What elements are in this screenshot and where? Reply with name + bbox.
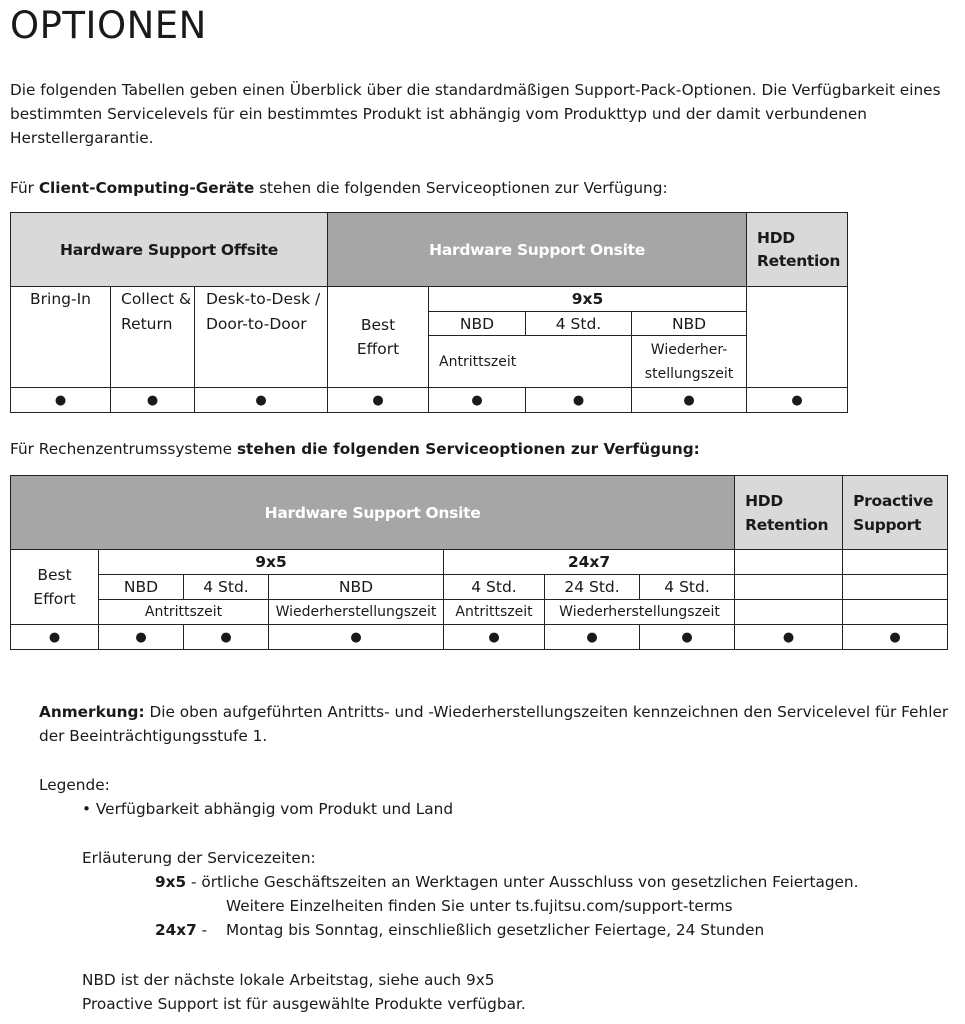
term-9x5: 9x5 [155,873,187,891]
twentyfour-hour-cell: 24 Std. [545,575,640,600]
four-hour-cell-247: 4 Std. [444,575,545,600]
availability-dot: ● [328,388,429,413]
desk-to-desk-cell: Desk-to-Desk / Door-to-Door [195,287,328,388]
onsite-header: Hardware Support Onsite [328,213,747,287]
service-times-title: Erläuterung der Servicezeiten: [82,849,316,867]
best-effort-cell: Best Effort [328,287,429,388]
response-time-cell: Antrittszeit [429,336,632,388]
dc-intro-prefix: Für Rechenzentrumssysteme [10,440,237,458]
legend-item [82,797,453,821]
onsite-header-dc: Hardware Support Onsite [11,476,735,550]
nbd-cell-dc: NBD [99,575,184,600]
twentyfour-seven-cell: 24x7 [444,550,735,575]
legend-item-text: Verfügbarkeit abhängig vom Produkt und Land [95,800,454,818]
proactive-empty-cell [843,600,948,625]
availability-dot: ● [640,625,735,650]
availability-dot: ● [843,625,948,650]
client-intro [10,177,668,199]
hdd-empty-cell [735,600,843,625]
nbd-cell: NBD [429,312,526,336]
datacenter-intro [10,438,700,460]
proactive-definition: Proactive Support ist für ausgewählte Produkte verfügbar. [82,995,526,1013]
service-time-24x7 [155,918,207,942]
term-24x7-dash: - [196,921,208,939]
availability-dot: ● [632,388,747,413]
availability-dot: ● [444,625,545,650]
term-24x7-text: Montag bis Sonntag, einschließlich gesetzlicher Feiertage, 24 Stunden [226,921,765,939]
dc-intro-bold: stehen die folgenden Serviceoptionen zur Verfügung: [236,440,700,458]
availability-dot: ● [11,625,99,650]
restore-time-cell-dc: Wiederherstellungszeit [269,600,444,625]
availability-dot: ● [99,625,184,650]
offsite-header: Hardware Support Offsite [11,213,328,287]
best-effort-cell-dc: Best Effort [11,550,99,625]
availability-dot: ● [11,388,111,413]
restore-time-cell-247: Wiederherstellungszeit [545,600,735,625]
legend-title: Legende: [39,776,110,794]
availability-dot: ● [545,625,640,650]
hdd-empty-cell [735,575,843,600]
availability-dot: ● [184,625,269,650]
term-9x5-text: - örtliche Geschäftszeiten an Werktagen unter Ausschluss von gesetzlichen Feiertagen. [186,873,859,891]
availability-dot: ● [195,388,328,413]
availability-dot: ● [735,625,843,650]
hdd-empty-cell [747,287,848,388]
datacenter-options-table [10,475,948,650]
nbd-definition: NBD ist der nächste lokale Arbeitstag, siehe auch 9x5 [82,971,495,989]
intro-paragraph: Die folgenden Tabellen geben einen Überblick über die standardmäßigen Support-Pack-Optionen. Die Verfügbarkeit eines bestimmten Servicelevels für ein bestimmtes Produkt ist abhängig vom Produkttyp und der damit verbundenen Herstellergarantie. [10,81,941,147]
note-label: Anmerkung: [39,703,145,721]
client-options-table [10,212,848,413]
service-terms-link-text: Weitere Einzelheiten finden Sie unter ts.fujitsu.com/support-terms [226,897,733,915]
proactive-support-header: Proactive Support [843,476,948,550]
nbd-restore-cell: NBD [632,312,747,336]
page-title: OPTIONEN [10,4,207,47]
restore-time-cell: Wiederher-stellungszeit [632,336,747,388]
response-time-cell-247: Antrittszeit [444,600,545,625]
term-24x7: 24x7 [155,921,197,939]
availability-dot: ● [269,625,444,650]
client-intro-suffix: stehen die folgenden Serviceoptionen zur Verfügung: [254,179,668,197]
legend-bullet: • [82,800,92,818]
four-hour-cell: 4 Std. [526,312,632,336]
client-intro-bold: Client-Computing-Geräte [38,179,255,197]
hdd-retention-header-dc: HDD Retention [735,476,843,550]
response-time-cell-dc: Antrittszeit [99,600,269,625]
four-hour-restore-cell-247: 4 Std. [640,575,735,600]
hdd-retention-header: HDD Retention [747,213,848,287]
nbd-restore-cell-dc: NBD [269,575,444,600]
note-text: Die oben aufgeführten Antritts- und -Wiederherstellungszeiten kennzeichnen den Servicelevel für Fehler der Beeinträchtigungsstufe 1. [39,703,949,745]
availability-dot: ● [526,388,632,413]
service-time-9x5 [155,870,859,894]
four-hour-cell-dc: 4 Std. [184,575,269,600]
client-intro-prefix: Für [10,179,39,197]
availability-dot: ● [747,388,848,413]
collect-return-cell: Collect & Return [111,287,195,388]
hdd-empty-cell [735,550,843,575]
bring-in-cell: Bring-In [11,287,111,388]
proactive-empty-cell [843,575,948,600]
nine-five-cell-dc: 9x5 [99,550,444,575]
availability-dot: ● [111,388,195,413]
proactive-empty-cell [843,550,948,575]
note-paragraph [39,700,954,748]
availability-dot: ● [429,388,526,413]
nine-five-cell: 9x5 [429,287,747,312]
